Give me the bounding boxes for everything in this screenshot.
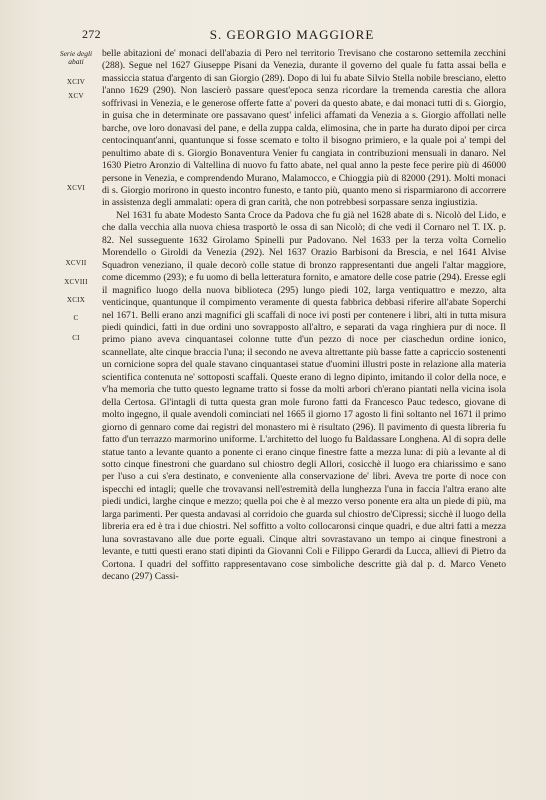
margin-note-c: C: [73, 314, 79, 322]
margin-note-xciv: XCIV: [66, 78, 86, 86]
running-head: S. GEORGIO MAGGIORE: [209, 27, 375, 42]
margin-note-xcviii: XCVIII: [64, 278, 88, 286]
paragraph: belle abitazioni de' monaci dell'abazia di Pero nel territorio Trevisano che costarono settemila zecchini (288). Segue nel 1627 Giuseppe Pisani da Venezia, durante il governo del quale fu fatta assai bella e massiccia statua d'argento di san Giorgio (289). Dopo di lui fu abate Silvio Stella nobile bresciano, eletto l'anno 1629 (290). Non lascierò passare quest'epoca senza ricordare la tremenda carestia che allora soffrivasi in Venezia, e le generose offerte fatte a' poveri da questo abate, e dai monaci tutti di s. Giorgio, in guisa che in determinate ore passavano quest' infelici affamati da Venezia a s. Giorgio affollati nelle barche, ove loro donavasi del pane, e della zuppa calda, elimosina, che in parte ha durato dipoi per circa centocinquant'anni, quantunque si fosse scemato e tolto il bisogno primiero, e la quale poi a' tempi del penultimo abate di s. Giorgio Bonaventura Venier fu cangiata in contribuzioni mensuali in danaro. Nel 1630 Pietro Aronzio di Valtellina di nuovo fu fatto abate, nel qual anno la peste fece perire più di 46000 persone in Venezia, e comprendendo Murano, Malamocco, e Chioggia più di 82000 (291). Molti monaci di s. Giorgio morirono in questo incontro funesto, e tanto più, quanto meno si risparmiarono di accorrere in assistenza degli ammalati: opera di gran carità, che non potrebbesi sorpassare senza ingiustizia.: [102, 48, 506, 209]
page-header: [82, 27, 502, 43]
margin-note-xcvi: XCVI: [66, 184, 86, 192]
margin-note-ci: CI: [72, 334, 80, 342]
page-number: 272: [82, 27, 101, 41]
margin-note-xcix: XCIX: [66, 296, 86, 304]
margin-note-serie: Serie degli abati: [59, 49, 93, 66]
paragraph: Nel 1631 fu abate Modesto Santa Croce da Padova che fu già nel 1628 abate di s. Nicolò del Lido, e che dalla vecchia alla nuova chiesa trasportò le ossa di san Nicolò; di che vedi il Cornaro nel T. IX. p. 82. Nel susseguente 1632 Girolamo Spinelli pur Padovano. Nel 1633 per la terza volta Cornelio Morendello o Giroldi da Venezia (292). Nel 1637 Orazio Barbisoni da Brescia, e nel 1641 Alvise Squadron veneziano, il quale decorò colle statue di bronzo rappresentanti due angeli l'altar maggiore, come dicemmo (293); e fu uomo di bella letteratura fornito, e amatore delle cose patrie (294). Eresse egli il magnifico luogo della nuova biblioteca (295) lungo piedi 102, larga ventiquattro e mezzo, alta venticinque, quantunque il compimento veramente di questa fabbrica debbasi riferire all'abate Soperchi nel 1671. Belli erano anzi magnifici gli scaffali di noce ivi posti per contenere i libri, alti in tutta misura piedi quindici, fatti in due ordini uno sovrapposto all'altro, e separati da vaga ringhiera pur di noce. Il primo piano aveva cinquantasei colonne tutte d'un pezzo di noce per ciaschedun ordine ionico, scannellate, alte cinque braccia l'una; il secondo ne aveva altrettante più basse fatte a capriccio sostenenti un cornicione sopra del quale stavano cinquantasei statue d'uomini illustri poste in relazione alla materia scientifica contenuta ne' sottoposti scaffali. Queste erano di legno dipinto, imitando il color della noce, e v'ha memoria che tutto questo legname tratto si fosse da molti arbori ch'erano piantati nella vicina isola della Certosa. Gl'intagli di tutta questa gran mole furono fatti da Francesco Pauc tedesco, giovane di molto ingegno, il quale avendoli cominciati nel 1665 il giorno 17 agosto li finì soltanto nel 1671 il primo giorno di gennaro come dai registri del monastero mi è risultato (296). Il pavimento di questa libreria fu fatto d'un terrazzo marmorino uniforme. L'architetto del luogo fu Baldassare Longhena. Al di sopra delle statue tanto a levante quanto a ponente ci erano cinque finestre fatte a mezza luna: di più a levante al di sotto cinque finestroni che guardano sul chiostro degli Allori, cosicchè il luogo era chiarissimo e sano per l'uso a cui s'era destinato, e conveniente alla conservazione de' libri. Aveva tre porte di noce con ispecchi ed intagli; quelle che trovavansi nell'estremità della lunghezza l'una in faccia l'altra erano alte piedi undici, larghe cinque e mezzo; quella poi che è al mezzo verso ponente era alta un piede di più, ma larga parimenti. Per questa andavasi al corridoio che guarda sul chiostro de'Cipressi; sicchè il luogo della libreria era ed è tra i due chiostri. Nel soffitto a volto collocaronsi cinque quadri, e due altri fatti a mezza luna sovrastavano alle due porte eguali. Cinque altri sovrastavano un tempo ai cinque finestroni a levante, e tutti questi erano stati dipinti da Giovanni Coli e Filippo Gerardi da Lucca, allievi di Pietro da Cortona. I quadri del soffitto rappresentavano cose simboliche descritte già dal p. d. Marco Veneto decano (297) Cassi-: [102, 209, 506, 583]
margin-note-xcvii: XCVII: [65, 259, 87, 267]
margin-note-xcv: XCV: [68, 92, 84, 100]
margin-notes: [56, 48, 96, 788]
body-text: [102, 48, 506, 788]
